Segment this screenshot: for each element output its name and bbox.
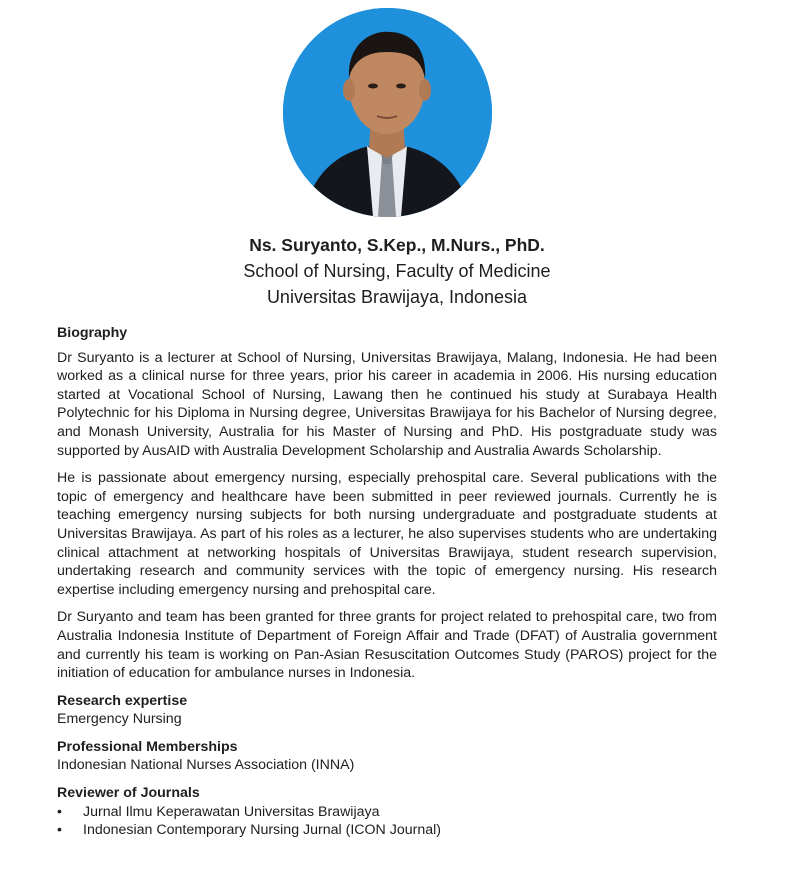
person-name: Ns. Suryanto, S.Kep., M.Nurs., PhD. bbox=[249, 235, 545, 255]
memberships-value: Indonesian National Nurses Association (INNA) bbox=[57, 757, 355, 774]
biography-paragraph-2: He is passionate about emergency nursing, especially prehospital care. Several publications with the topic of emergency and healthcare have been submitted in peer reviewed journals. Currently he is teaching emergency nursing subjects for both nursing undergraduate and postgraduate students at Universitas Brawijaya. As part of his roles as a lecturer, he also supervises students who are undertaking clinical attachment at networking hospitals of Universitas Brawijaya, student research supervision, undertaking research and community services with the topic of emergency nursing. His research expertise including emergency nursing and prehospital care. bbox=[57, 470, 717, 598]
biography-paragraph-1: Dr Suryanto is a lecturer at School of Nursing, Universitas Brawijaya, Malang, Indonesia. He had been worked as a clinical nurse for three years, prior his career in academia in 2006. His nursing education started at Vocational School of Nursing, Lawang then he continued his study at Surabaya Health Polytechnic for his Diploma in Nursing degree, Universitas Brawijaya for his Bachelor of Nursing degree, and Monash University, Australia for his Master of Nursing and PhD. His postgraduate study was supported by AusAID with Australia Development Scholarship and Australia Awards Scholarship. bbox=[57, 349, 717, 459]
affiliation-line-2: Universitas Brawijaya, Indonesia bbox=[266, 287, 528, 307]
list-item: • Indonesian Contemporary Nursing Jurnal (ICON Journal) bbox=[57, 821, 717, 840]
portrait-illustration bbox=[283, 8, 492, 217]
affiliation-line-1: School of Nursing, Faculty of Medicine bbox=[243, 261, 551, 281]
profile-content bbox=[57, 324, 717, 840]
journals-heading: Reviewer of Journals bbox=[57, 785, 200, 802]
biography-heading: Biography bbox=[57, 325, 128, 341]
list-item: • Jurnal Ilmu Keperawatan Universitas Brawijaya bbox=[57, 803, 717, 822]
memberships-heading: Professional Memberships bbox=[57, 738, 238, 755]
research-expertise-section bbox=[57, 692, 717, 729]
profile-photo bbox=[283, 8, 492, 217]
research-expertise-value: Emergency Nursing bbox=[57, 711, 182, 728]
journals-list bbox=[57, 803, 717, 840]
research-expertise-heading: Research expertise bbox=[57, 692, 188, 709]
memberships-section bbox=[57, 738, 717, 775]
journals-section bbox=[57, 784, 717, 840]
biography-paragraph-3: Dr Suryanto and team has been granted for three grants for project related to prehospital care, two from Australia Indonesia Institute of Department of Foreign Affair and Trade (DFAT) of Australia government and currently his team is working on Pan-Asian Resuscitation Outcomes Study (PAROS) project for the initiation of education for ambulance nurses in Indonesia. bbox=[57, 609, 717, 682]
